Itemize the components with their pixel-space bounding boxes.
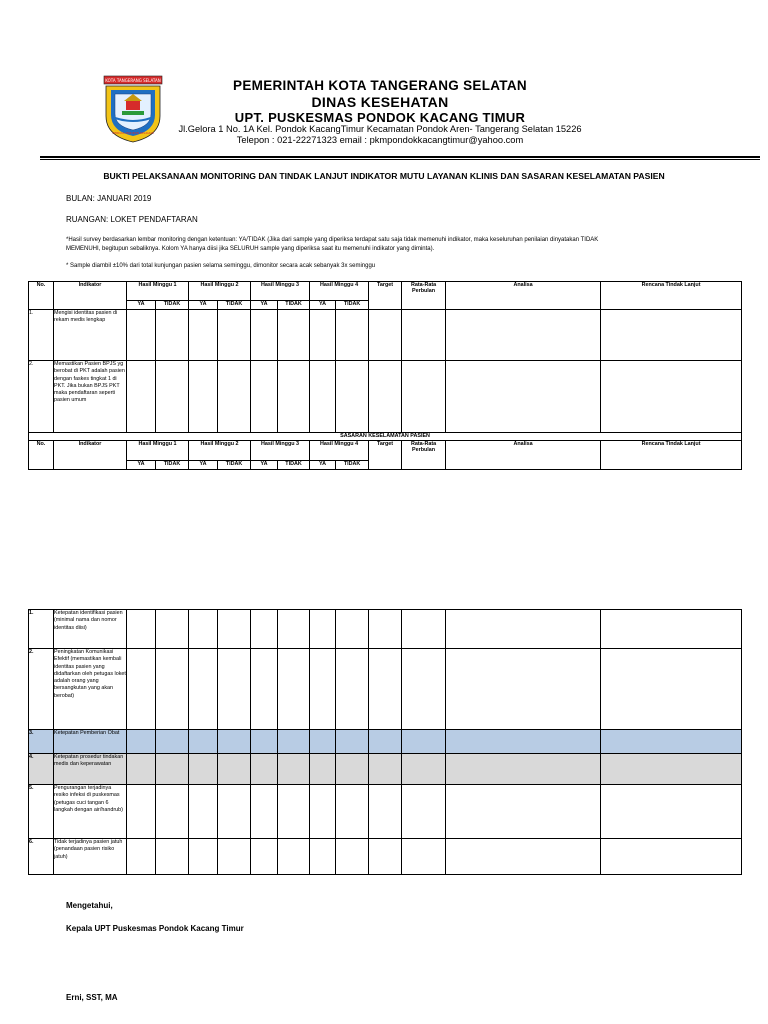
cell-input[interactable] <box>369 649 402 730</box>
header-rencana: Rencana Tindak Lanjut <box>601 282 742 310</box>
header-rencana: Rencana Tindak Lanjut <box>601 441 742 470</box>
header-rule-thick <box>40 156 760 158</box>
row-no: 5. <box>29 785 54 839</box>
header-tidak: TIDAK <box>336 461 369 470</box>
table-row <box>29 839 742 875</box>
header-no: No. <box>29 282 54 310</box>
table-row-highlight-gray <box>29 754 742 785</box>
header-analisa: Analisa <box>446 441 601 470</box>
header-ya: YA <box>189 461 218 470</box>
cell-input[interactable] <box>336 361 369 433</box>
cell-input[interactable] <box>310 610 336 649</box>
cell-input[interactable] <box>402 839 446 875</box>
cell-input[interactable] <box>402 310 446 361</box>
cell-input[interactable] <box>402 649 446 730</box>
header-no: No. <box>29 441 54 470</box>
cell-input[interactable] <box>278 785 310 839</box>
cell-input[interactable] <box>369 610 402 649</box>
header-minggu4: Hasil Minggu 4 <box>310 282 369 301</box>
cell-input[interactable] <box>369 754 402 785</box>
cell-input[interactable] <box>369 310 402 361</box>
row-indikator: Ketepatan Pemberian Obat <box>54 730 127 754</box>
header-tidak: TIDAK <box>218 301 251 310</box>
bulan-label: BULAN: JANUARI 2019 <box>66 194 152 203</box>
cell-input[interactable] <box>189 839 218 875</box>
kop-puskesmas: UPT. PUSKESMAS PONDOK KACANG TIMUR <box>234 110 526 125</box>
cell-input[interactable] <box>601 839 742 875</box>
cell-input[interactable] <box>156 730 189 754</box>
table-row <box>29 310 742 361</box>
cell-input[interactable] <box>251 649 278 730</box>
header-analisa: Analisa <box>446 282 601 310</box>
cell-input[interactable] <box>251 785 278 839</box>
header-ya: YA <box>127 301 156 310</box>
cell-input[interactable] <box>251 610 278 649</box>
header-minggu4: Hasil Minggu 4 <box>310 441 369 461</box>
cell-input[interactable] <box>336 754 369 785</box>
cell-input[interactable] <box>189 754 218 785</box>
header-minggu1: Hasil Minggu 1 <box>127 282 189 301</box>
table-header-row <box>29 282 742 301</box>
cell-input[interactable] <box>127 610 156 649</box>
table-row <box>29 361 742 433</box>
cell-input[interactable] <box>402 754 446 785</box>
mutu-table <box>28 281 742 470</box>
cell-input[interactable] <box>402 361 446 433</box>
cell-input[interactable] <box>218 361 251 433</box>
cell-input[interactable] <box>251 730 278 754</box>
row-no: 2. <box>29 649 54 730</box>
header-tidak: TIDAK <box>278 301 310 310</box>
cell-input[interactable] <box>127 754 156 785</box>
signatory-name: Erni, SST, MA <box>66 993 118 1002</box>
cell-input[interactable] <box>189 649 218 730</box>
ruangan-label: RUANGAN: LOKET PENDAFTARAN <box>66 215 198 224</box>
header-indikator: Indikator <box>54 282 127 310</box>
header-ya: YA <box>310 301 336 310</box>
header-tidak: TIDAK <box>156 301 189 310</box>
row-no: 1. <box>29 610 54 649</box>
cell-input[interactable] <box>278 839 310 875</box>
row-indikator: Ketepatan identifikasi pasien (minimal nama dan nomor identitas diisi) <box>54 610 127 649</box>
header-tidak: TIDAK <box>156 461 189 470</box>
mengetahui-label: Mengetahui, <box>66 901 113 910</box>
cell-input[interactable] <box>251 310 278 361</box>
cell-input[interactable] <box>310 730 336 754</box>
cell-input[interactable] <box>189 361 218 433</box>
row-indikator: Tidak terjadinya pasien jatuh (penandaan pasien risiko jatuh) <box>54 839 127 875</box>
header-minggu1: Hasil Minggu 1 <box>127 441 189 461</box>
cell-input[interactable] <box>601 361 742 433</box>
cell-input[interactable] <box>156 754 189 785</box>
cell-input[interactable] <box>189 610 218 649</box>
cell-input[interactable] <box>218 785 251 839</box>
cell-input[interactable] <box>336 610 369 649</box>
cell-input[interactable] <box>336 310 369 361</box>
header-minggu3: Hasil Minggu 3 <box>251 441 310 461</box>
header-ya: YA <box>310 461 336 470</box>
cell-input[interactable] <box>251 361 278 433</box>
cell-input[interactable] <box>601 785 742 839</box>
cell-input[interactable] <box>310 310 336 361</box>
header-ya: YA <box>251 461 278 470</box>
header-tidak: TIDAK <box>336 301 369 310</box>
svg-text:CERDAS MODERN RELIGIUS: CERDAS MODERN RELIGIUS <box>112 131 154 135</box>
cell-input[interactable] <box>310 649 336 730</box>
svg-text:KOTA TANGERANG SELATAN: KOTA TANGERANG SELATAN <box>105 78 161 83</box>
cell-input[interactable] <box>156 839 189 875</box>
header-minggu2: Hasil Minggu 2 <box>189 441 251 461</box>
kop-pemerintah: PEMERINTAH KOTA TANGERANG SELATAN <box>233 78 527 93</box>
cell-input[interactable] <box>218 730 251 754</box>
cell-input[interactable] <box>369 361 402 433</box>
cell-input[interactable] <box>156 361 189 433</box>
cell-input[interactable] <box>278 610 310 649</box>
cell-input[interactable] <box>156 610 189 649</box>
header-target: Target <box>369 441 402 470</box>
row-no: 4. <box>29 754 54 785</box>
row-no: 2. <box>29 361 54 433</box>
cell-input[interactable] <box>446 361 601 433</box>
survey-note <box>66 236 716 254</box>
cell-input[interactable] <box>156 310 189 361</box>
table-header-row <box>29 441 742 461</box>
document-title: BUKTI PELAKSANAAN MONITORING DAN TINDAK LANJUT INDIKATOR MUTU LAYANAN KLINIS DAN SASARAN KESELAMATAN PASIEN <box>103 171 665 181</box>
cell-input[interactable] <box>369 839 402 875</box>
cell-input[interactable] <box>402 785 446 839</box>
cell-input[interactable] <box>336 839 369 875</box>
cell-input[interactable] <box>446 730 601 754</box>
cell-input[interactable] <box>601 649 742 730</box>
row-indikator: Ketepatan prosedur tindakan medis dan keperawatan <box>54 754 127 785</box>
row-indikator: Memastikan Pasien BPJS yg berobat di PKT adalah pasien dengan faskes tingkat 1 di PKT. Jika bukan BPJS PKT maka pendaftaran seperti pasien umum <box>54 361 127 433</box>
cell-input[interactable] <box>251 754 278 785</box>
survey-note-line1: *Hasil survey berdasarkan lembar monitoring dengan ketentuan: YA/TIDAK (Jika dari sample yang diperiksa terdapat satu saja tidak memenuhi indikator, maka keseluruhan penilaian dinyatakan TIDAK <box>66 237 599 243</box>
cell-input[interactable] <box>446 649 601 730</box>
cell-input[interactable] <box>127 839 156 875</box>
city-emblem-logo <box>100 74 166 144</box>
header-indikator: Indikator <box>54 441 127 470</box>
table-row <box>29 649 742 730</box>
header-ya: YA <box>189 301 218 310</box>
cell-input[interactable] <box>336 785 369 839</box>
header-ya: YA <box>127 461 156 470</box>
header-rule-thin <box>40 159 760 160</box>
cell-input[interactable] <box>127 649 156 730</box>
section-row <box>29 433 742 441</box>
kop-dinas: DINAS KESEHATAN <box>311 94 449 110</box>
row-no: 6. <box>29 839 54 875</box>
cell-input[interactable] <box>156 785 189 839</box>
cell-input[interactable] <box>127 785 156 839</box>
cell-input[interactable] <box>218 839 251 875</box>
table-row <box>29 785 742 839</box>
cell-input[interactable] <box>336 730 369 754</box>
header-rata: Rata-Rata Perbulan <box>402 282 446 310</box>
cell-input[interactable] <box>218 754 251 785</box>
header-minggu3: Hasil Minggu 3 <box>251 282 310 301</box>
cell-input[interactable] <box>601 754 742 785</box>
cell-input[interactable] <box>446 310 601 361</box>
header-ya: YA <box>251 301 278 310</box>
cell-input[interactable] <box>218 649 251 730</box>
table-row <box>29 610 742 649</box>
cell-input[interactable] <box>369 785 402 839</box>
cell-input[interactable] <box>127 310 156 361</box>
survey-note-line2: MEMENUHI, begitupun sebaliknya. Kolom YA hanya diisi jika SELURUH sample yang diperiksa saat itu memenuhi indikator yang diminta). <box>66 246 435 252</box>
cell-input[interactable] <box>446 785 601 839</box>
header-rata: Rata-Rata Perbulan <box>402 441 446 470</box>
cell-input[interactable] <box>446 839 601 875</box>
cell-input[interactable] <box>446 610 601 649</box>
cell-input[interactable] <box>278 361 310 433</box>
row-indikator: Mengisi identitas pasien di rekam medis lengkap <box>54 310 127 361</box>
section-label: SASARAN KESELAMATAN PASIEN <box>29 433 742 441</box>
cell-input[interactable] <box>189 785 218 839</box>
cell-input[interactable] <box>251 839 278 875</box>
row-indikator: Pengurangan terjadinya resiko infeksi di puskesmas (petugas cuci tangan 6 langkah dengan air/handrub) <box>54 785 127 839</box>
cell-input[interactable] <box>310 754 336 785</box>
cell-input[interactable] <box>310 785 336 839</box>
cell-input[interactable] <box>189 730 218 754</box>
kop-address: Jl.Gelora 1 No. 1A Kel. Pondok KacangTimur Kecamatan Pondok Aren- Tangerang Selatan 15226 <box>178 124 582 134</box>
cell-input[interactable] <box>601 730 742 754</box>
cell-input[interactable] <box>278 730 310 754</box>
cell-input[interactable] <box>336 649 369 730</box>
row-no: 3. <box>29 730 54 754</box>
cell-input[interactable] <box>218 610 251 649</box>
sample-note: * Sample diambil ±10% dari total kunjungan pasien selama seminggu, dimonitor secara acak sebanyak 3x seminggu <box>66 263 376 269</box>
header-minggu2: Hasil Minggu 2 <box>189 282 251 301</box>
cell-input[interactable] <box>310 839 336 875</box>
header-tidak: TIDAK <box>278 461 310 470</box>
kop-phone: Telepon : 021-22271323 email : pkmpondokkacangtimur@yahoo.com <box>236 135 524 145</box>
cell-input[interactable] <box>402 730 446 754</box>
sasaran-table <box>28 609 742 875</box>
cell-input[interactable] <box>127 730 156 754</box>
cell-input[interactable] <box>369 730 402 754</box>
cell-input[interactable] <box>601 610 742 649</box>
cell-input[interactable] <box>127 361 156 433</box>
cell-input[interactable] <box>601 310 742 361</box>
cell-input[interactable] <box>278 754 310 785</box>
table-row-highlight-blue <box>29 730 742 754</box>
cell-input[interactable] <box>189 310 218 361</box>
cell-input[interactable] <box>278 649 310 730</box>
cell-input[interactable] <box>156 649 189 730</box>
cell-input[interactable] <box>310 361 336 433</box>
cell-input[interactable] <box>446 754 601 785</box>
header-tidak: TIDAK <box>218 461 251 470</box>
kepala-label: Kepala UPT Puskesmas Pondok Kacang Timur <box>66 924 244 933</box>
cell-input[interactable] <box>402 610 446 649</box>
row-no: 1. <box>29 310 54 361</box>
header-target: Target <box>369 282 402 310</box>
row-indikator: Peningkatan Komunikasi Efektif (memastikan kembali identitas pasien yang didaftarkan oleh petugas loket adalah orang yang bersangkutan yang akan berobat) <box>54 649 127 730</box>
cell-input[interactable] <box>218 310 251 361</box>
cell-input[interactable] <box>278 310 310 361</box>
